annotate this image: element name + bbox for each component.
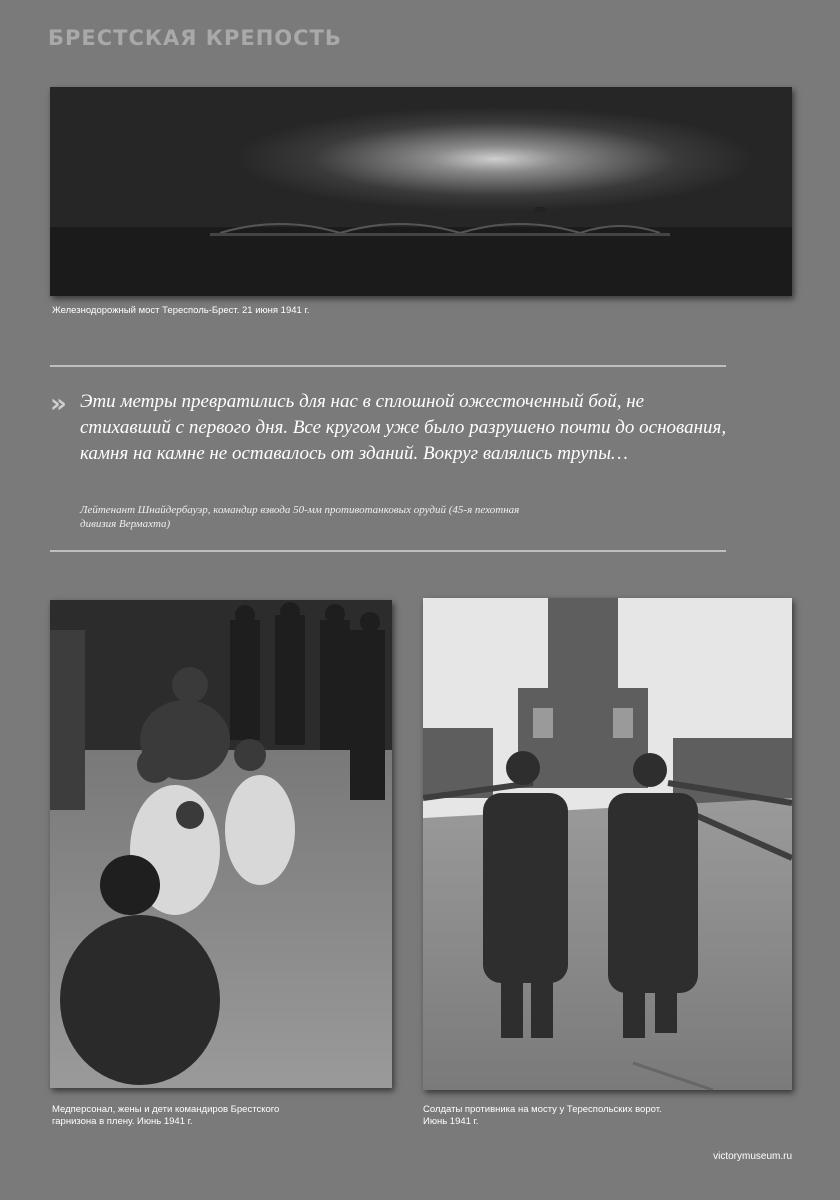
site-url[interactable]: victorymuseum.ru bbox=[713, 1151, 792, 1162]
right-caption-line1: Солдаты противника на мосту у Тереспольских ворот. bbox=[423, 1104, 662, 1115]
soldiers-bridge-photo bbox=[423, 598, 792, 1090]
right-photo-caption bbox=[423, 1104, 662, 1128]
quote-text: Эти метры превратились для нас в сплошной ожесточенный бой, не стихавший с первого дня. Все кругом уже было разрушено почти до основания, камня на камне не оставалось от зданий. Вокруг валялись трупы… bbox=[80, 391, 727, 464]
quote-bottom-divider bbox=[50, 550, 726, 552]
captives-photo bbox=[50, 600, 392, 1088]
left-caption-line1: Медперсонал, жены и дети командиров Брестского bbox=[52, 1104, 280, 1115]
right-caption-line2: Июнь 1941 г. bbox=[423, 1116, 479, 1127]
quote-attribution: Лейтенант Шнайдербауэр, командир взвода 50-мм противотанковых орудий (45-я пехотная дивизия Вермахта) bbox=[80, 504, 520, 530]
top-photo-caption: Железнодорожный мост Тересполь-Брест. 21 июня 1941 г. bbox=[52, 305, 310, 316]
quote-chevron-icon: » bbox=[50, 389, 67, 419]
page-title: БРЕСТСКАЯ КРЕПОСТЬ bbox=[48, 26, 342, 50]
left-caption-line2: гарнизона в плену. Июнь 1941 г. bbox=[52, 1116, 193, 1127]
quote-top-divider bbox=[50, 365, 726, 367]
left-photo-caption bbox=[52, 1104, 279, 1128]
bridge-night-photo bbox=[50, 87, 792, 296]
